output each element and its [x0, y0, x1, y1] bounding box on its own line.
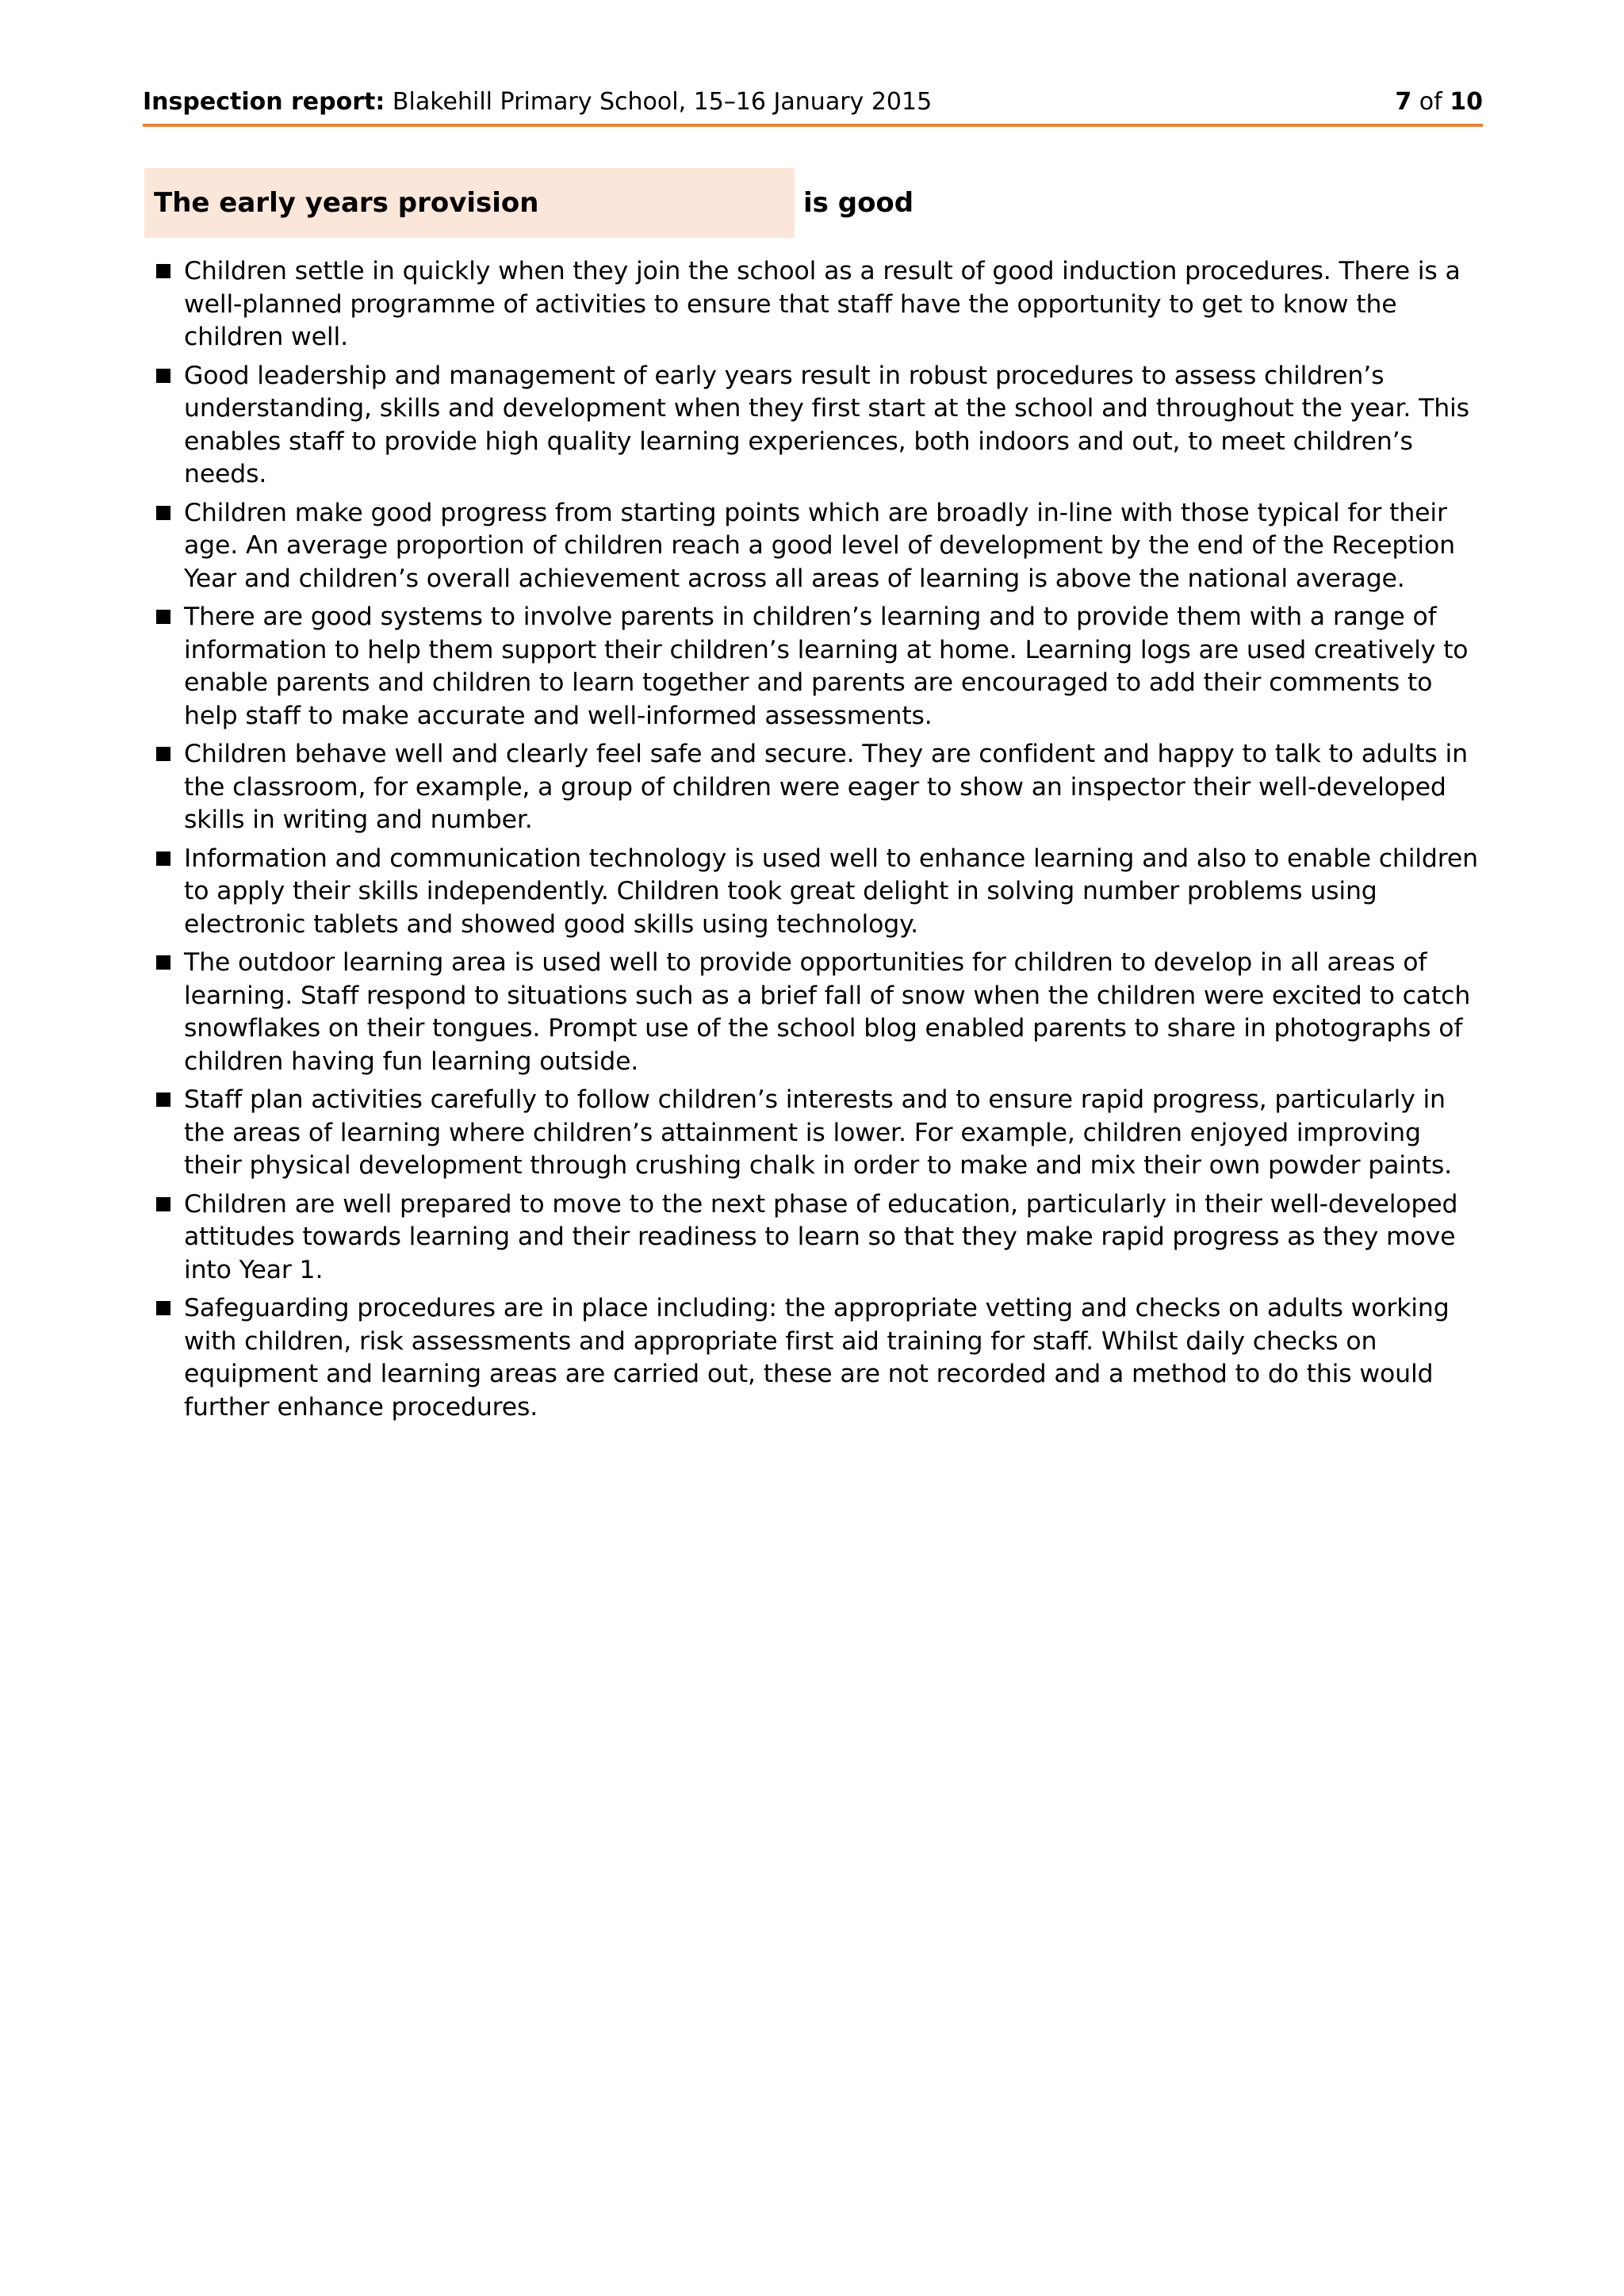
- list-item: [0, 1188, 1484, 1288]
- report-title: [143, 86, 932, 119]
- square-bullet-icon: [156, 1093, 170, 1107]
- square-bullet-icon: [156, 369, 170, 383]
- list-item-text: Good leadership and management of early years result in robust procedures to assess children’s understanding, skills and development when they first start at the school and throughout the year. This enables staff to provide high quality learning experiences, both indoors and out, to meet children’s needs.: [184, 361, 1469, 488]
- list-item: [0, 255, 1484, 354]
- list-item: [0, 738, 1484, 837]
- section-judgement: is good: [803, 187, 914, 219]
- list-item-text: Children are well prepared to move to the next phase of education, particularly in their well-developed attitudes towards learning and their readiness to learn so that they make rapid progress as they move into Year 1.: [184, 1189, 1458, 1284]
- square-bullet-icon: [156, 747, 170, 761]
- page-number: [1395, 86, 1483, 119]
- page-current: 7: [1395, 88, 1412, 116]
- report-label: Inspection report:: [143, 88, 385, 116]
- page-total: 10: [1450, 88, 1483, 116]
- list-item-text: Children behave well and clearly feel safe and secure. They are confident and happy to talk to adults in the classroom, for example, a group of children were eager to show an inspector their well-developed skills in writing and number.: [184, 740, 1468, 834]
- list-item-text: The outdoor learning area is used well to provide opportunities for children to develop in all areas of learning. Staff respond to situations such as a brief fall of snow when the children were excited to catch snowflakes on their tongues. Prompt use of the school blog enabled parents to share in photographs of children having fun learning outside.: [184, 948, 1471, 1076]
- bullet-list: [0, 255, 1624, 1429]
- section-title: The early years provision: [144, 168, 795, 238]
- square-bullet-icon: [156, 851, 170, 866]
- list-item: [0, 1292, 1484, 1424]
- list-item: [0, 1084, 1484, 1183]
- list-item: [0, 843, 1484, 942]
- square-bullet-icon: [156, 610, 170, 624]
- school-and-dates: Blakehill Primary School, 15–16 January 2015: [385, 88, 933, 116]
- list-item-text: Children settle in quickly when they join the school as a result of good induction procedures. There is a well-planned programme of activities to ensure that staff have the opportunity to get to know the children well.: [184, 257, 1461, 351]
- list-item-text: Safeguarding procedures are in place including: the appropriate vetting and checks on adults working with children, risk assessments and appropriate first aid training for staff. Whilst daily checks on equipment and learning areas are carried out, these are not recorded and a method to do this would further enhance procedures.: [184, 1294, 1450, 1422]
- list-item: [0, 601, 1484, 733]
- list-item: [0, 360, 1484, 492]
- list-item-text: Information and communication technology is used well to enhance learning and also to enable children to apply their skills independently. Children took great delight in solving number problems using electronic tablets and showed good skills using technology.: [184, 844, 1478, 939]
- square-bullet-icon: [156, 1197, 170, 1211]
- square-bullet-icon: [156, 264, 170, 278]
- list-item-text: Staff plan activities carefully to follow children’s interests and to ensure rapid progress, particularly in the areas of learning where children’s attainment is lower. For example, children enjoyed improving their physical development through crushing chalk in order to make and mix their own powder paints.: [184, 1085, 1453, 1180]
- list-item-text: Children make good progress from starting points which are broadly in-line with those typical for their age. An average proportion of children reach a good level of development by the end of the Reception Year and children’s overall achievement across all areas of learning is above the national average.: [184, 498, 1455, 593]
- list-item: [0, 947, 1484, 1078]
- list-item: [0, 497, 1484, 596]
- page-of: of: [1411, 88, 1450, 116]
- square-bullet-icon: [156, 1301, 170, 1315]
- square-bullet-icon: [156, 955, 170, 970]
- page-header: [143, 86, 1483, 127]
- list-item-text: There are good systems to involve parents in children’s learning and to provide them with a range of information to help them support their children’s learning at home. Learning logs are used creatively to enable parents and children to learn together and parents are encouraged to add their comments to help staff to make accurate and well-informed assessments.: [184, 603, 1469, 730]
- square-bullet-icon: [156, 506, 170, 520]
